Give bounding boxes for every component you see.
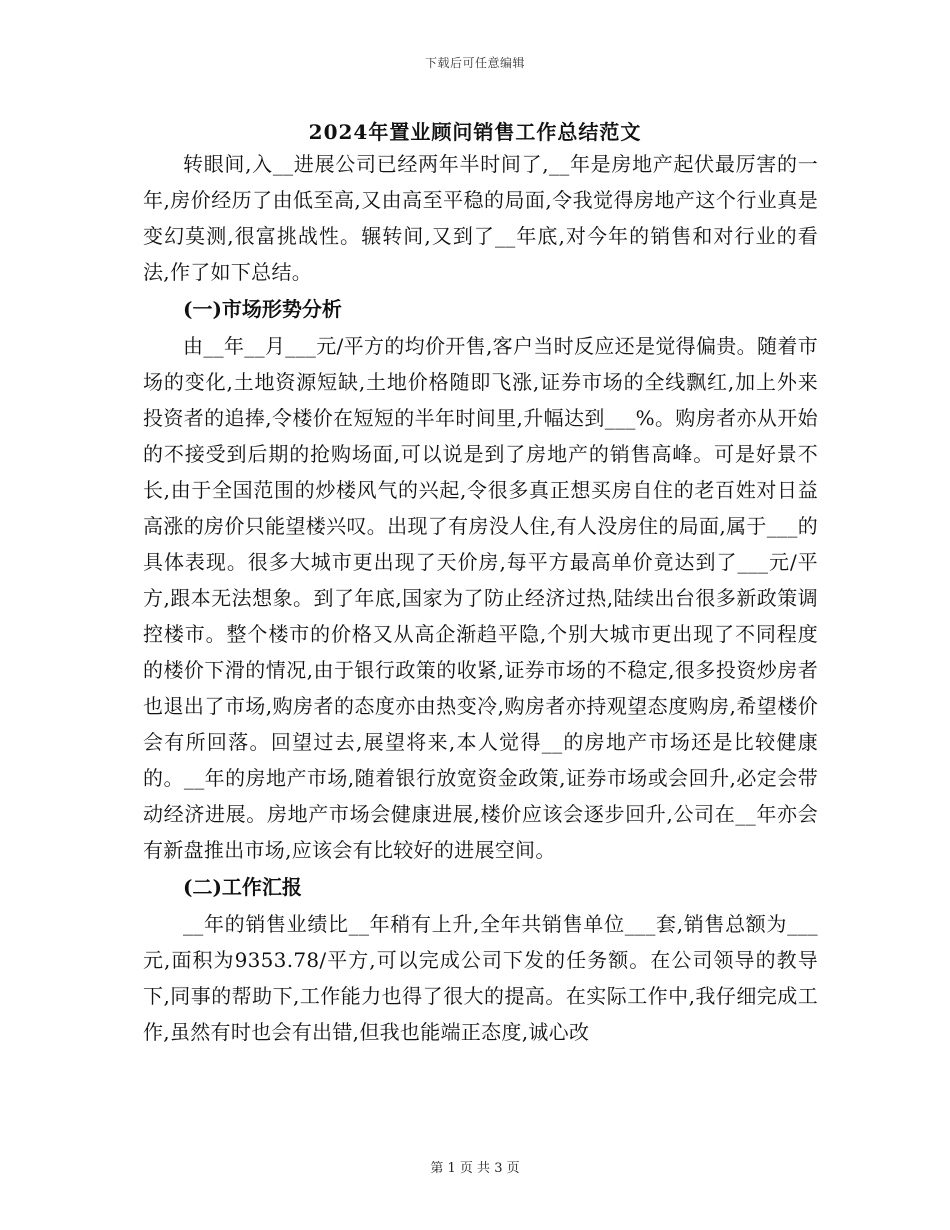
- document-title: 2024年置业顾问销售工作总结范文: [308, 120, 642, 144]
- work-report-paragraph: __年的销售业绩比__年稍有上升,全年共销售单位___套,销售总额为___元,面积为9353.78/平方,可以完成公司下发的任务额。在公司领导的教导下,同事的帮助下,工作能力也得了很大的提高。在实际工作中,我仔细完成工作,虽然有时也会有出错,但我也能端正态度,诚心改: [143, 912, 818, 1044]
- document-body: [143, 146, 818, 1050]
- section-heading-work-report: (二)工作汇报: [183, 875, 302, 899]
- page-number: 第 1 页 共 3 页: [430, 1161, 520, 1176]
- intro-paragraph: 转眼间,入__进展公司已经两年半时间了,__年是房地产起伏最厉害的一年,房价经历了由低至高,又由高至平稳的局面,令我觉得房地产这个行业真是变幻莫测,很富挑战性。辗转间,又到了__年底,对今年的销售和对行业的看法,作了如下总结。: [143, 152, 818, 284]
- header-note: 下载后可任意编辑: [424, 56, 525, 70]
- market-analysis-paragraph: 由__年__月___元/平方的均价开售,客户当时反应还是觉得偏贵。随着市场的变化,土地资源短缺,土地价格随即飞涨,证券市场的全线飘红,加上外来投资者的追捧,令楼价在短短的半年时间里,升幅达到___%。购房者亦从开始的不接受到后期的抢购场面,可以说是到了房地产的销售高峰。可是好景不长,由于全国范围的炒楼风气的兴起,令很多真正想买房自住的老百姓对日益高涨的房价只能望楼兴叹。出现了有房没人住,有人没房住的局面,属于___的具体表现。很多大城市更出现了天价房,每平方最高单价竟达到了___元/平方,跟本无法想象。到了年底,国家为了防止经济过热,陆续出台很多新政策调控楼市。整个楼市的价格又从高企渐趋平隐,个别大城市更出现了不同程度的楼价下滑的情况,由于银行政策的收紧,证券市场的不稳定,很多投资炒房者也退出了市场,购房者的态度亦由热变冷,购房者亦持观望态度购房,希望楼价会有所回落。回望过去,展望将来,本人觉得__的房地产市场还是比较健康的。__年的房地产市场,随着银行放宽资金政策,证券市场或会回升,必定会带动经济进展。房地产市场会健康进展,楼价应该会逐步回升,公司在__年亦会有新盘推出市场,应该会有比较好的进展空间。: [143, 334, 818, 862]
- section-heading-market-analysis: (一)市场形势分析: [183, 297, 342, 321]
